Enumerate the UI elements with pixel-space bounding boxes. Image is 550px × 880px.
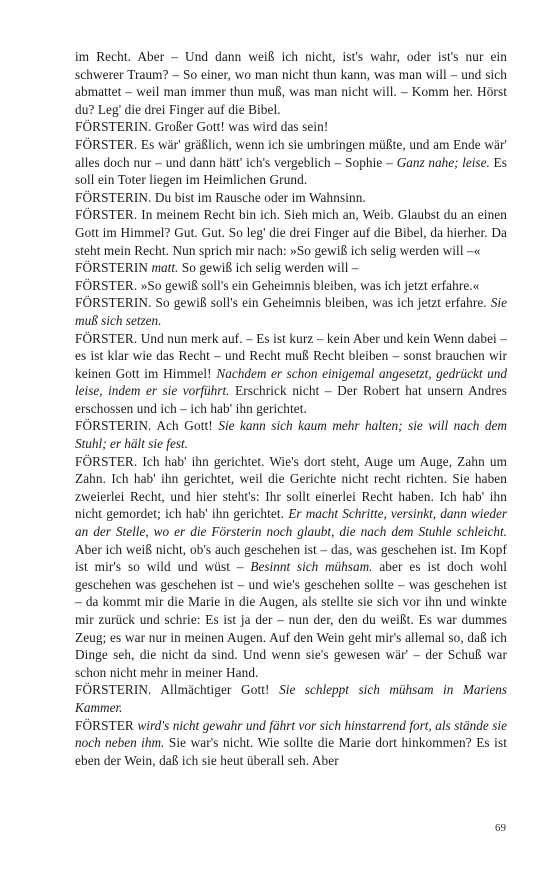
stage-direction: Er macht Schritte, versinkt, dann wieder an der Stelle, wo er die Försterin noch glaubt, die nach dem Stuhle schleicht.	[75, 506, 507, 540]
text-segment: aber es ist doch wohl geschehen was geschehen ist – und wie's geschehen sollte – was geschehen ist – da kommt mir die Marie in die Augen, als stellte sie sich vor ihn und winkte mir zurück und schrie: Es ist ja der – nun der, den du weißt. Es war dummes Zeug; es war nur in meinen Augen. Auf den Wein geht mir's allemal so, daß ich Dinge seh, die nicht da sind. Und wenn sie's gewesen wär' – der Schuß war schon nicht mehr in meiner Hand.	[75, 559, 508, 680]
text-segment: im Recht. Aber – Und dann weiß ich nicht, ist's wahr, oder ist's nur ein schwerer Traum? – So einer, wo man nicht thun kann, was man will – und sich abmattet – weil man immer thun muß, was man nicht will. – Komm her. Hörst du? Leg' die drei Finger auf die Bibel.	[75, 49, 507, 117]
text-segment: FÖRSTER.	[75, 207, 142, 223]
paragraph	[75, 48, 507, 118]
paragraph	[75, 136, 507, 189]
stage-direction: Sie schleppt sich mühsam in Mariens Kammer.	[75, 682, 507, 715]
paragraph	[75, 681, 507, 716]
stage-direction: Ganz nahe; leise.	[396, 154, 490, 170]
stage-direction: Nachdem er schon einigemal angesetzt, gedrückt und leise, indem er sie vorführt.	[75, 365, 507, 399]
paragraph	[75, 206, 507, 259]
text-segment: Großer Gott! was wird das sein!	[154, 119, 329, 135]
paragraph	[75, 277, 507, 295]
paragraph	[75, 453, 507, 682]
text-segment: Erschrick nicht – Der Robert hat unsern Andres erschossen und ich – ich hab' ihn gerichtet.	[75, 383, 507, 416]
paragraph	[75, 189, 507, 207]
text-segment: FÖRSTER.	[75, 277, 141, 293]
text-segment: Aber ich weiß nicht, ob's auch geschehen ist – das, was geschehen ist. Im Kopf ist mir's so wild und wüst –	[75, 541, 507, 575]
text-segment: FÖRSTERIN.	[75, 119, 155, 135]
text-segment: So gewiß soll's ein Geheimnis bleiben, was ich jetzt erfahre.	[155, 295, 491, 311]
text-segment: So gewiß ich selig werden will –	[178, 260, 359, 276]
text-segment: »So gewiß soll's ein Geheimnis bleiben, was ich jetzt erfahre.«	[140, 277, 480, 293]
text-segment: Sie war's nicht. Wie sollte die Marie dort hinkommen? Es ist eben der Wein, daß ich sie heut überall seh. Aber	[75, 735, 507, 768]
paragraph	[75, 330, 507, 418]
text-segment: FÖRSTER.	[75, 136, 141, 152]
paragraph	[75, 259, 507, 277]
text-segment: FÖRSTERIN.	[75, 682, 161, 698]
text-segment: FÖRSTER.	[75, 330, 141, 346]
text-segment: FÖRSTER	[75, 717, 138, 733]
page-number: 69	[495, 822, 506, 834]
text-segment: Du bist im Rausche oder im Wahnsinn.	[154, 189, 366, 205]
paragraph	[75, 294, 507, 329]
stage-direction: wird's nicht gewahr und fährt vor sich hinstarrend fort, als stände sie noch neben ihm.	[75, 717, 507, 751]
text-segment: FÖRSTERIN.	[75, 295, 156, 311]
text-segment: FÖRSTERIN	[75, 260, 152, 276]
stage-direction: Sie muß sich setzen.	[75, 295, 507, 328]
text-segment: Es soll ein Toter liegen im Heimlichen Grund.	[75, 154, 507, 188]
text-segment: FÖRSTERIN.	[75, 189, 155, 205]
stage-direction: matt.	[151, 260, 179, 276]
text-segment: Allmächtiger Gott!	[160, 682, 280, 698]
paragraph	[75, 717, 507, 770]
page-body	[75, 48, 507, 769]
text-segment: Und nun merk auf. – Es ist kurz – kein Aber und kein Wenn dabei – es ist klar wie das Recht – und Recht muß Recht bleiben – sonst brauchen wir keinen Gott im Himmel!	[75, 330, 507, 381]
text-segment: Ach Gott!	[156, 418, 219, 434]
stage-direction: Besinnt sich mühsam.	[250, 559, 373, 575]
text-segment: In meinem Recht bin ich. Sieh mich an, Weib. Glaubst du an einen Gott im Himmel? Gut. Gut. So leg' die drei Finger auf die Bibel, da hierher. Da steht mein Recht. Nun sprich mir nach: »So gewiß ich selig werden will –«	[75, 207, 507, 258]
paragraph	[75, 118, 507, 136]
stage-direction: Sie kann sich kaum mehr halten; sie will nach dem Stuhl; er hält sie fest.	[75, 418, 507, 452]
text-segment: FÖRSTERIN.	[75, 418, 157, 434]
text-segment: FÖRSTER.	[75, 453, 143, 469]
text-segment: Ich hab' ihn gerichtet. Wie's dort steht, Auge um Auge, Zahn um Zahn. Ich hab' ihn gerichtet, weil die Gerichte nicht recht richten. Sie haben zweierlei Recht, und hier steht's: Ihr sollt einerlei Recht haben. Ich hab' ihn nicht gemordet; ich hab' ihn gerichtet.	[75, 453, 507, 522]
text-segment: Es wär' gräßlich, wenn ich sie umbringen müßte, und am Ende wär' alles doch nur – und dann hätt' ich's vergeblich – Sophie –	[75, 136, 507, 170]
paragraph	[75, 417, 507, 452]
